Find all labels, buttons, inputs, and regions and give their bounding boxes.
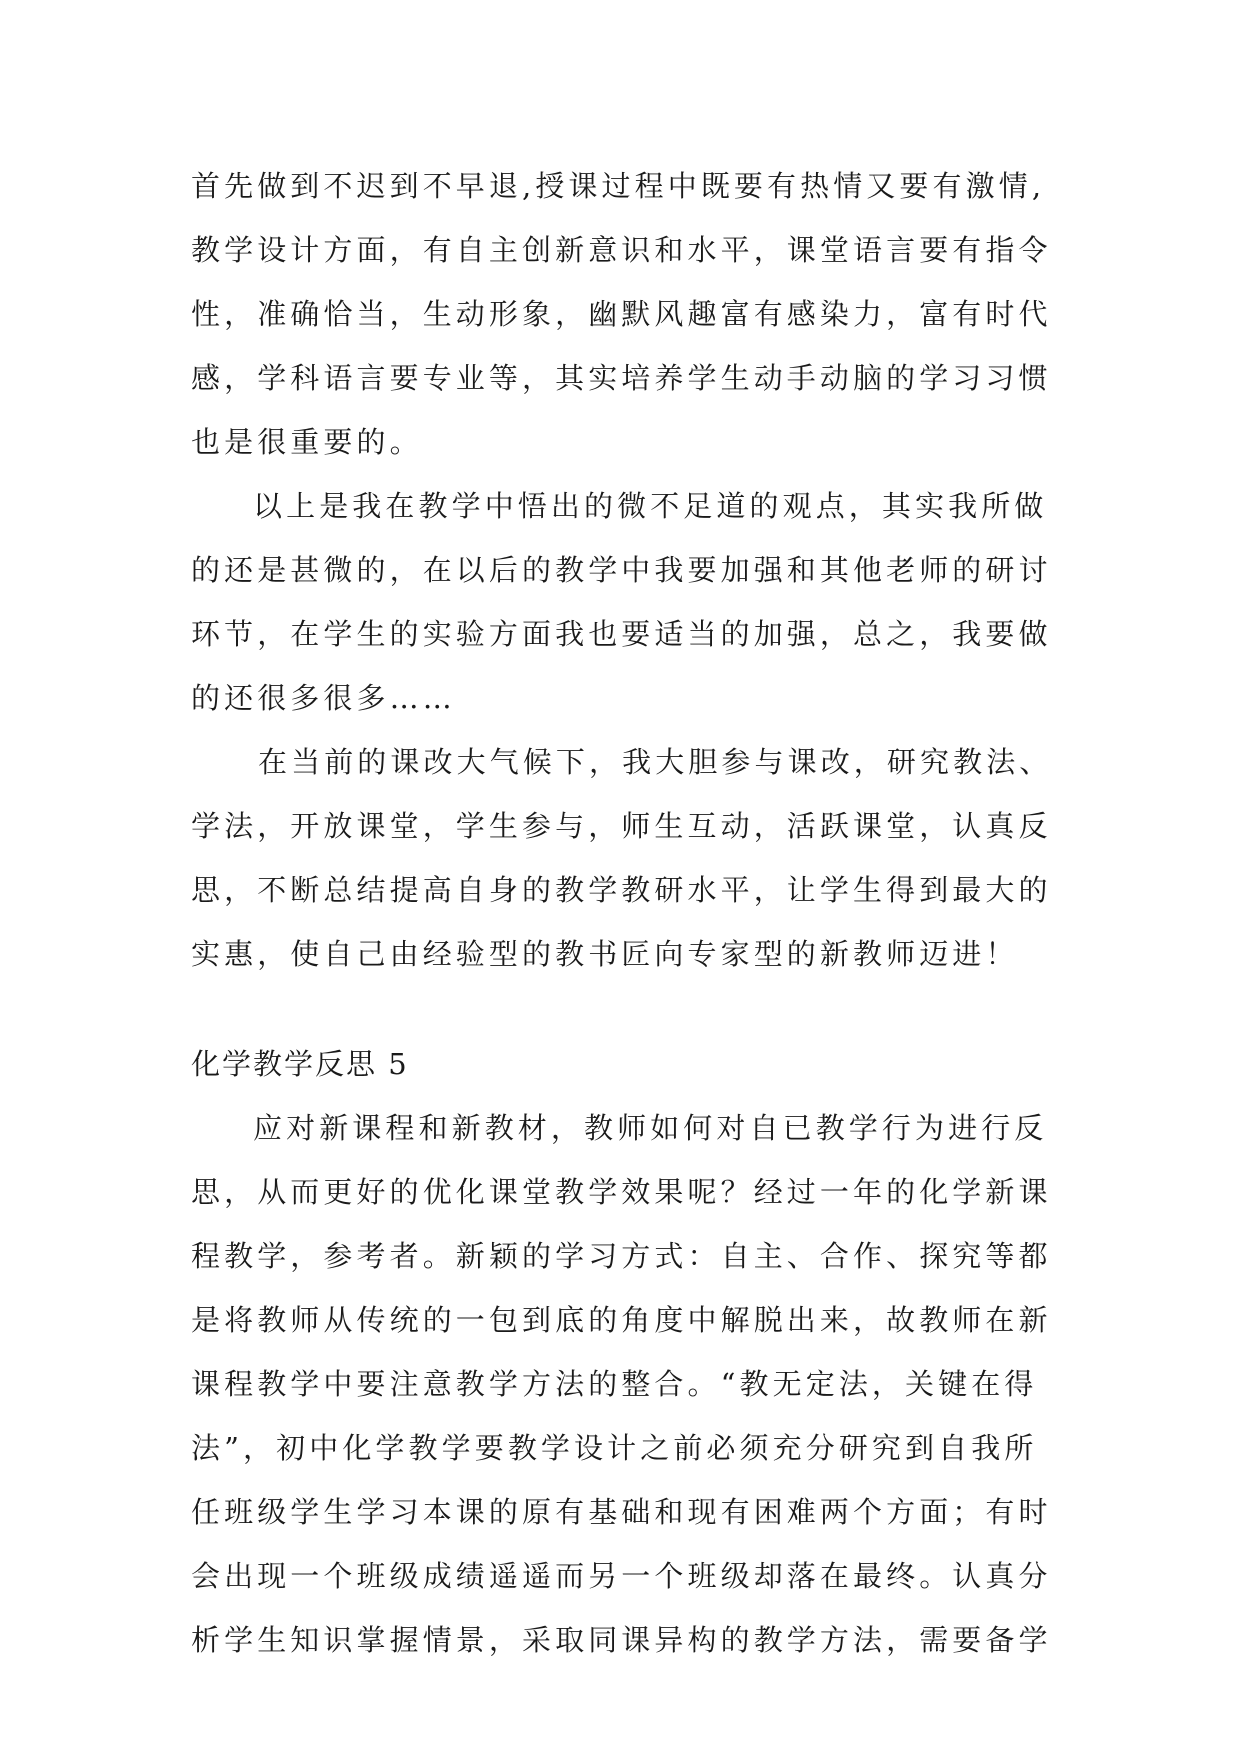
text-line: 任班级学生学习本课的原有基础和现有困难两个方面；有时: [191, 1495, 1052, 1529]
text-line: 课程教学中要注意教学方法的整合。“教无定法，关键在得: [191, 1367, 1038, 1401]
text-line: 法”，初中化学教学要教学设计之前必须充分研究到自我所: [191, 1431, 1038, 1465]
text-line: 感，学科语言要专业等，其实培养学生动手动脑的学习习惯: [191, 361, 1052, 395]
text-line: 以上是我在教学中悟出的微不足道的观点，其实我所做: [253, 489, 1048, 523]
text-line: 应对新课程和新教材，教师如何对自已教学行为进行反: [253, 1111, 1048, 1145]
text-line: 的还是甚微的，在以后的教学中我要加强和其他老师的研讨: [191, 553, 1052, 587]
text-line: 析学生知识掌握情景，采取同课异构的教学方法，需要备学: [191, 1623, 1052, 1657]
text-line: 思，不断总结提高自身的教学教研水平，让学生得到最大的: [191, 873, 1052, 907]
text-line: 首先做到不迟到不早退,授课过程中既要有热情又要有激情,: [191, 169, 1046, 203]
text-line: 学法，开放课堂，学生参与，师生互动，活跃课堂，认真反: [191, 809, 1052, 843]
text-line: 是将教师从传统的一包到底的角度中解脱出来，故教师在新: [191, 1303, 1052, 1337]
text-line: 思，从而更好的优化课堂教学效果呢？经过一年的化学新课: [191, 1175, 1052, 1209]
text-line: 性，准确恰当，生动形象，幽默风趣富有感染力，富有时代: [191, 297, 1052, 331]
text-line: 在当前的课改大气候下，我大胆参与课改，研究教法、: [258, 745, 1053, 779]
section-heading: 化学教学反思 5: [191, 1047, 409, 1081]
text-line: 环节，在学生的实验方面我也要适当的加强，总之，我要做: [191, 617, 1052, 651]
text-line: 教学设计方面，有自主创新意识和水平，课堂语言要有指令: [191, 233, 1052, 267]
text-line: 会出现一个班级成绩遥遥而另一个班级却落在最终。认真分: [191, 1559, 1052, 1593]
text-line: 的还很多很多……: [191, 681, 456, 715]
text-line: 实惠，使自己由经验型的教书匠向专家型的新教师迈进！: [191, 937, 1019, 971]
text-line: 也是很重要的。: [191, 425, 423, 459]
text-line: 程教学，参考者。新颖的学习方式：自主、合作、探究等都: [191, 1239, 1052, 1273]
